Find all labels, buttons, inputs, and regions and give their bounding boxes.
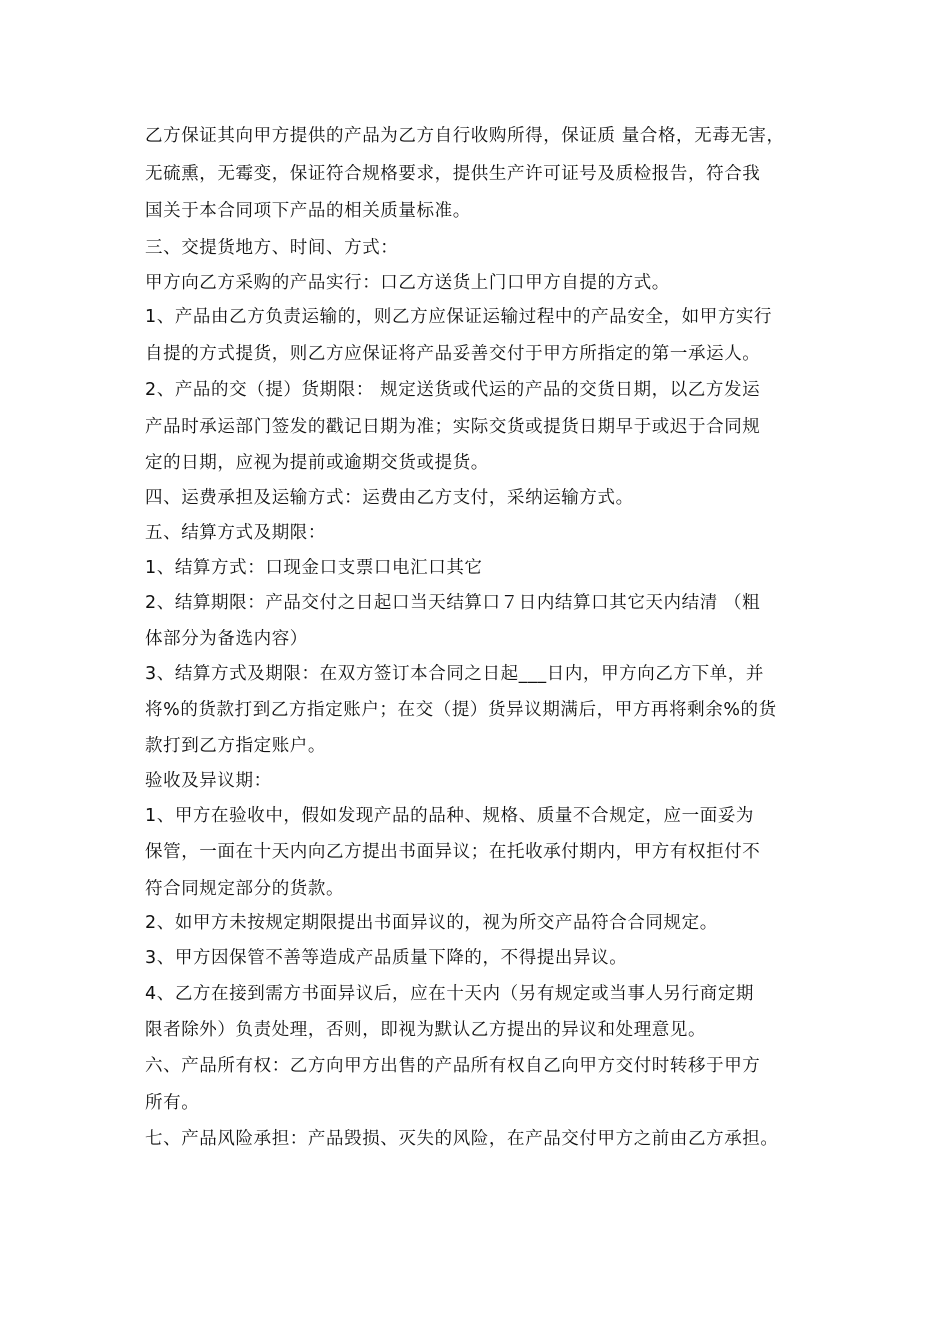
text-line: 款打到乙方指定账户。 <box>145 736 326 756</box>
text-line: 定的日期，应视为提前或逾期交货或提货。 <box>145 453 489 473</box>
text-line: 自提的方式提货，则乙方应保证将产品妥善交付于甲方所指定的第一承运人。 <box>145 344 761 364</box>
text-line: 2、产品的交（提）货期限： 规定送货或代运的产品的交货日期，以乙方发运 <box>145 380 761 400</box>
text-line: 3、甲方因保管不善等造成产品质量下降的，不得提出异议。 <box>145 948 628 968</box>
text-line: 所有。 <box>145 1093 200 1113</box>
section-heading: 七、产品风险承担：产品毁损、灭失的风险，在产品交付甲方之前由乙方承担。 <box>145 1129 779 1149</box>
text-line: 1、产品由乙方负责运输的，则乙方应保证运输过程中的产品安全，如甲方实行 <box>145 307 773 327</box>
section-heading: 三、交提货地方、时间、方式： <box>145 238 399 258</box>
text-line: 1、结算方式：口现金口支票口电汇口其它 <box>145 558 483 578</box>
text-line: 2、如甲方未按规定期限提出书面异议的，视为所交产品符合合同规定。 <box>145 913 718 933</box>
text-line: 符合同规定部分的货款。 <box>145 879 345 899</box>
text-line: 2、结算期限：产品交付之日起口当天结算口７日内结算口其它天内结清 （粗 <box>145 593 761 613</box>
text-line: 限者除外）负责处理，否则，即视为默认乙方提出的异议和处理意见。 <box>145 1020 707 1040</box>
section-heading: 四、运费承担及运输方式：运费由乙方支付，采纳运输方式。 <box>145 488 634 508</box>
text-line: 1、甲方在验收中，假如发现产品的品种、规格、质量不合规定，应一面妥为 <box>145 806 755 826</box>
text-line: 甲方向乙方采购的产品实行：口乙方送货上门口甲方自提的方式。 <box>145 273 670 293</box>
section-heading: 验收及异议期： <box>145 771 272 791</box>
section-heading: 五、结算方式及期限： <box>145 523 326 543</box>
text-line: 体部分为备选内容） <box>145 629 308 649</box>
text-line: 4、乙方在接到需方书面异议后，应在十天内（另有规定或当事人另行商定期 <box>145 984 755 1004</box>
text-line: 乙方保证其向甲方提供的产品为乙方自行收购所得，保证质 量合格，无毒无害， <box>145 126 785 146</box>
text-line: 将%的货款打到乙方指定账户；在交（提）货异议期满后，甲方再将剩余%的货 <box>145 700 777 720</box>
section-heading: 六、产品所有权：乙方向甲方出售的产品所有权自乙向甲方交付时转移于甲方 <box>145 1056 761 1076</box>
text-line: 国关于本合同项下产品的相关质量标准。 <box>145 201 471 221</box>
text-line: 3、结算方式及期限：在双方签订本合同之日起___日内，甲方向乙方下单，并 <box>145 664 764 684</box>
text-line: 保管，一面在十天内向乙方提出书面异议；在托收承付期内，甲方有权拒付不 <box>145 842 761 862</box>
text-line: 产品时承运部门签发的戳记日期为准；实际交货或提货日期早于或迟于合同规 <box>145 417 761 437</box>
text-line: 无硫熏，无霉变，保证符合规格要求，提供生产许可证号及质检报告，符合我 <box>145 164 761 184</box>
